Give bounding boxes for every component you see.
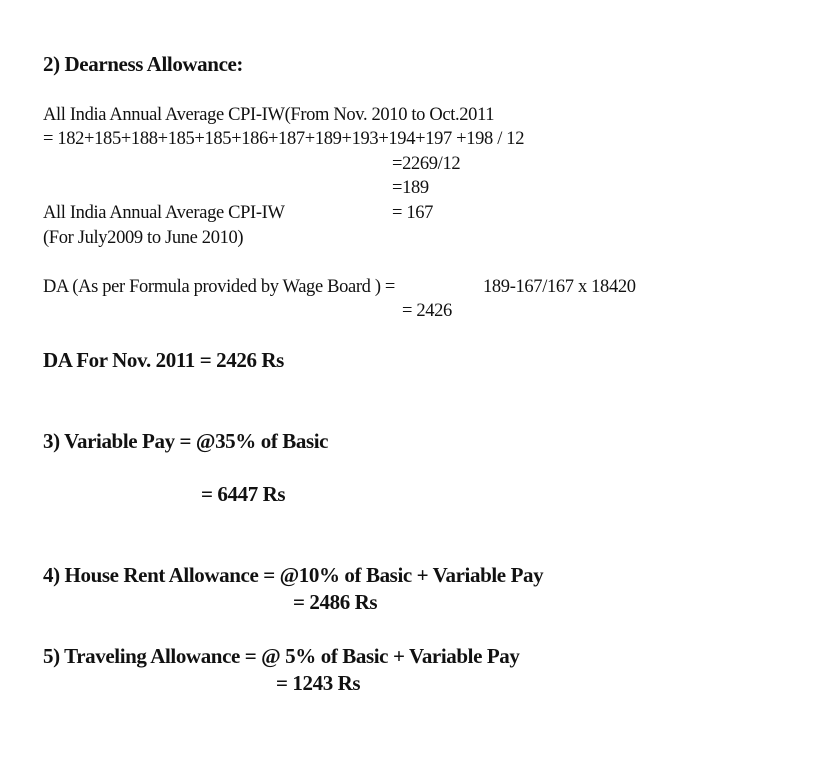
house-rent-allowance-result: = 2486 Rs [293, 590, 378, 614]
cpi-current-step1: =2269/12 [392, 154, 461, 174]
traveling-allowance-result: = 1243 Rs [276, 671, 361, 695]
cpi-base-value: = 167 [392, 203, 434, 223]
cpi-base-period: (For July2009 to June 2010) [43, 228, 244, 248]
da-formula-result: = 2426 [402, 301, 452, 321]
dearness-allowance-heading: 2) Dearness Allowance: [43, 52, 244, 76]
cpi-current-sum: = 182+185+188+185+185+186+187+189+193+194+197 +198 / 12 [43, 129, 525, 149]
cpi-current-step2: =189 [392, 178, 429, 198]
da-summary: DA For Nov. 2011 = 2426 Rs [43, 348, 284, 372]
variable-pay-heading: 3) Variable Pay = @35% of Basic [43, 429, 329, 453]
cpi-current-label: All India Annual Average CPI-IW(From Nov. 2010 to Oct.2011 [43, 105, 495, 125]
cpi-base-label: All India Annual Average CPI-IW [43, 203, 285, 223]
da-formula-expression: 189-167/167 x 18420 [483, 277, 636, 297]
da-formula-label: DA (As per Formula provided by Wage Board ) = [43, 277, 395, 297]
house-rent-allowance-heading: 4) House Rent Allowance = @10% of Basic + Variable Pay [43, 563, 544, 587]
traveling-allowance-heading: 5) Traveling Allowance = @ 5% of Basic + Variable Pay [43, 644, 520, 668]
variable-pay-result: = 6447 Rs [201, 482, 286, 506]
